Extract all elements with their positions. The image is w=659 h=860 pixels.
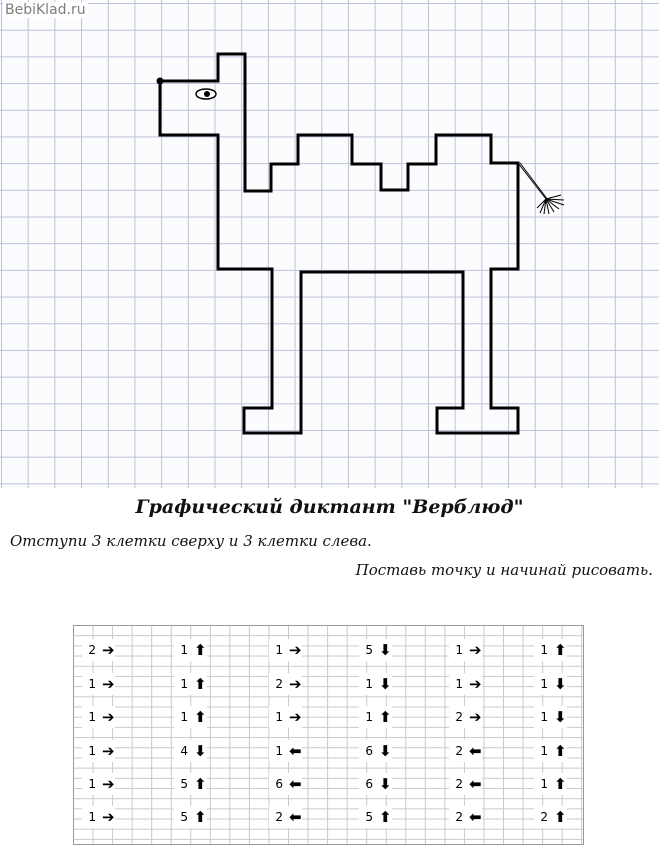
dictation-step bbox=[359, 806, 392, 828]
step-count: 1 bbox=[540, 777, 548, 791]
arrow-left-icon: ⬅ bbox=[289, 741, 302, 760]
step-count: 5 bbox=[365, 810, 373, 824]
dictation-steps-table bbox=[73, 625, 584, 845]
dictation-step bbox=[82, 706, 115, 728]
arrow-down-icon: ⬇ bbox=[554, 707, 567, 726]
page-title: Графический диктант "Верблюд" bbox=[135, 496, 524, 518]
dictation-step bbox=[534, 740, 567, 762]
dictation-step bbox=[269, 639, 302, 661]
instruction-text: Отступи 3 клетки сверху и 3 клетки слева. bbox=[10, 532, 372, 550]
step-count: 1 bbox=[88, 810, 96, 824]
watermark: BebiKlad.ru bbox=[5, 2, 86, 18]
arrow-right-icon: ➔ bbox=[289, 707, 302, 726]
arrow-up-icon: ⬆ bbox=[194, 774, 207, 793]
step-count: 1 bbox=[88, 710, 96, 724]
dictation-step bbox=[174, 673, 207, 695]
dictation-step bbox=[359, 673, 392, 695]
instruction-text-2: Поставь точку и начинай рисовать. bbox=[355, 561, 653, 579]
dictation-step bbox=[359, 639, 392, 661]
arrow-down-icon: ⬇ bbox=[379, 774, 392, 793]
arrow-up-icon: ⬆ bbox=[379, 807, 392, 826]
step-count: 1 bbox=[275, 710, 283, 724]
arrow-left-icon: ⬅ bbox=[469, 741, 482, 760]
eye-icon bbox=[196, 89, 216, 99]
arrow-right-icon: ➔ bbox=[102, 640, 115, 659]
dictation-step bbox=[82, 773, 115, 795]
arrow-right-icon: ➔ bbox=[289, 674, 302, 693]
step-count: 2 bbox=[275, 677, 283, 691]
step-count: 1 bbox=[365, 710, 373, 724]
arrow-up-icon: ⬆ bbox=[194, 674, 207, 693]
dictation-step bbox=[449, 673, 482, 695]
arrow-left-icon: ⬅ bbox=[469, 774, 482, 793]
step-count: 1 bbox=[540, 677, 548, 691]
arrow-left-icon: ⬅ bbox=[289, 774, 302, 793]
dictation-step bbox=[534, 639, 567, 661]
arrow-right-icon: ➔ bbox=[469, 640, 482, 659]
tail-icon bbox=[518, 163, 564, 214]
dictation-step bbox=[449, 706, 482, 728]
step-count: 2 bbox=[455, 710, 463, 724]
dictation-step bbox=[174, 639, 207, 661]
arrow-left-icon: ⬅ bbox=[469, 807, 482, 826]
dictation-step bbox=[82, 806, 115, 828]
step-count: 1 bbox=[180, 643, 188, 657]
arrow-up-icon: ⬆ bbox=[554, 741, 567, 760]
step-count: 6 bbox=[365, 744, 373, 758]
dictation-step bbox=[269, 806, 302, 828]
step-count: 2 bbox=[455, 810, 463, 824]
arrow-down-icon: ⬇ bbox=[379, 640, 392, 659]
arrow-right-icon: ➔ bbox=[469, 674, 482, 693]
dictation-step bbox=[534, 706, 567, 728]
step-count: 5 bbox=[180, 810, 188, 824]
arrow-up-icon: ⬆ bbox=[194, 707, 207, 726]
dictation-step bbox=[359, 706, 392, 728]
arrow-right-icon: ➔ bbox=[102, 774, 115, 793]
step-count: 1 bbox=[275, 643, 283, 657]
step-count: 1 bbox=[540, 744, 548, 758]
step-count: 1 bbox=[455, 677, 463, 691]
step-count: 2 bbox=[455, 777, 463, 791]
arrow-left-icon: ⬅ bbox=[289, 807, 302, 826]
step-count: 6 bbox=[365, 777, 373, 791]
step-count: 1 bbox=[275, 744, 283, 758]
dictation-step bbox=[269, 740, 302, 762]
arrow-down-icon: ⬇ bbox=[379, 674, 392, 693]
arrow-right-icon: ➔ bbox=[102, 741, 115, 760]
step-count: 1 bbox=[540, 710, 548, 724]
dictation-step bbox=[449, 806, 482, 828]
step-count: 1 bbox=[540, 643, 548, 657]
start-dot bbox=[157, 78, 164, 85]
dictation-step bbox=[82, 673, 115, 695]
arrow-up-icon: ⬆ bbox=[194, 807, 207, 826]
arrow-down-icon: ⬇ bbox=[379, 741, 392, 760]
dictation-step bbox=[174, 740, 207, 762]
arrow-right-icon: ➔ bbox=[469, 707, 482, 726]
arrow-right-icon: ➔ bbox=[102, 674, 115, 693]
step-count: 5 bbox=[180, 777, 188, 791]
step-count: 2 bbox=[88, 643, 96, 657]
step-count: 1 bbox=[455, 643, 463, 657]
dictation-step bbox=[269, 673, 302, 695]
dictation-step bbox=[174, 773, 207, 795]
dictation-step bbox=[449, 740, 482, 762]
step-count: 6 bbox=[275, 777, 283, 791]
arrow-right-icon: ➔ bbox=[102, 807, 115, 826]
dictation-step bbox=[174, 806, 207, 828]
arrow-down-icon: ⬇ bbox=[554, 674, 567, 693]
dictation-step bbox=[82, 740, 115, 762]
step-count: 2 bbox=[275, 810, 283, 824]
arrow-up-icon: ⬆ bbox=[554, 774, 567, 793]
step-count: 1 bbox=[88, 677, 96, 691]
arrow-right-icon: ➔ bbox=[289, 640, 302, 659]
arrow-up-icon: ⬆ bbox=[194, 640, 207, 659]
step-count: 2 bbox=[540, 810, 548, 824]
step-count: 4 bbox=[180, 744, 188, 758]
dictation-step bbox=[534, 806, 567, 828]
dictation-step bbox=[359, 740, 392, 762]
arrow-up-icon: ⬆ bbox=[379, 707, 392, 726]
arrow-down-icon: ⬇ bbox=[194, 741, 207, 760]
dictation-step bbox=[269, 706, 302, 728]
arrow-right-icon: ➔ bbox=[102, 707, 115, 726]
dictation-step bbox=[449, 773, 482, 795]
step-count: 1 bbox=[365, 677, 373, 691]
dictation-step bbox=[534, 773, 567, 795]
step-count: 1 bbox=[180, 710, 188, 724]
dictation-step bbox=[449, 639, 482, 661]
arrow-up-icon: ⬆ bbox=[554, 640, 567, 659]
step-count: 2 bbox=[455, 744, 463, 758]
step-count: 5 bbox=[365, 643, 373, 657]
step-count: 1 bbox=[180, 677, 188, 691]
dictation-step bbox=[174, 706, 207, 728]
step-count: 1 bbox=[88, 777, 96, 791]
dictation-step bbox=[534, 673, 567, 695]
dictation-step bbox=[269, 773, 302, 795]
camel-outline bbox=[160, 54, 518, 433]
arrow-up-icon: ⬆ bbox=[554, 807, 567, 826]
dictation-step bbox=[359, 773, 392, 795]
step-count: 1 bbox=[88, 744, 96, 758]
dictation-step bbox=[82, 639, 115, 661]
